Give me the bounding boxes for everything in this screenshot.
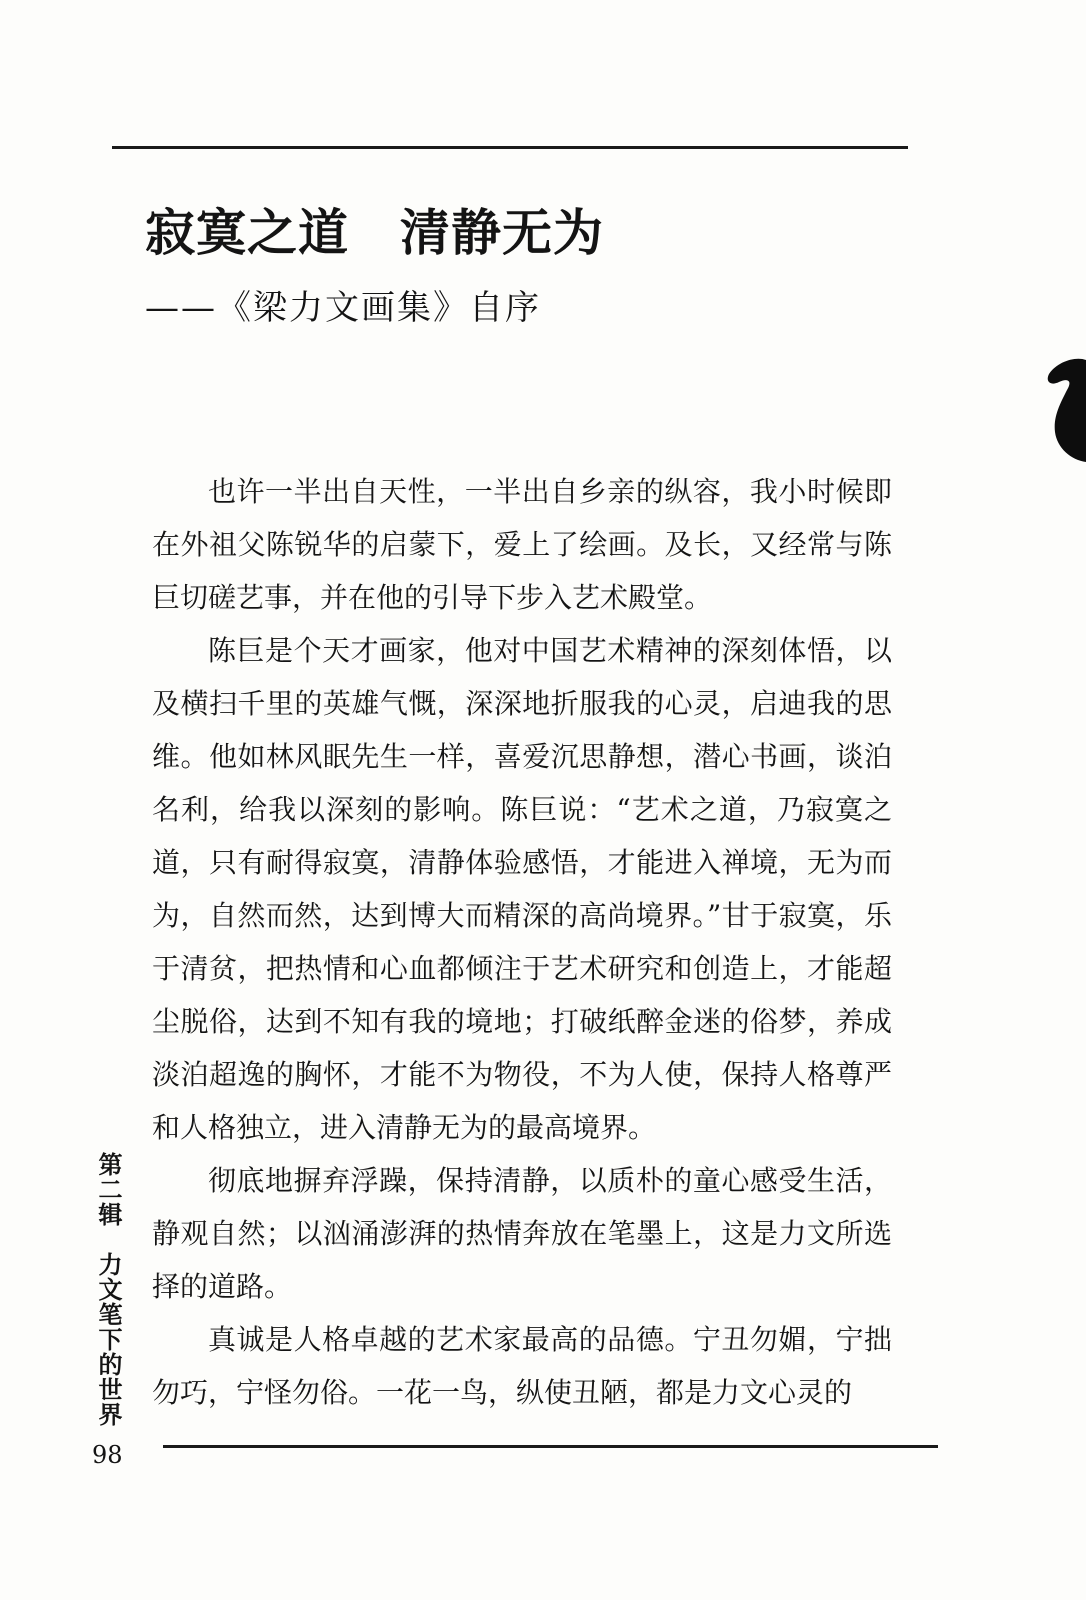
top-rule xyxy=(112,146,908,149)
body-text xyxy=(152,465,892,1419)
paragraph: 陈巨是个天才画家，他对中国艺术精神的深刻体悟，以及横扫千里的英雄气慨，深深地折服我的心灵，启迪我的思维。他如林风眠先生一样，喜爱沉思静想，潜心书画，谈泊名利，给我以深刻的影响。陈巨说：“艺术之道，乃寂寞之道，只有耐得寂寞，清静体验感悟，才能进入禅境，无为而为，自然而然，达到博大而精深的高尚境界。”甘于寂寞，乐于清贫，把热情和心血都倾注于艺术研究和创造上，才能超尘脱俗，达到不知有我的境地；打破纸醉金迷的俗梦，养成淡泊超逸的胸怀，才能不为物役，不为人使，保持人格尊严和人格独立，进入清静无为的最高境界。 xyxy=(152,634,892,1144)
page-number: 98 xyxy=(92,1441,123,1469)
bottom-rule xyxy=(163,1445,938,1448)
paragraph: 彻底地摒弃浮躁，保持清静，以质朴的童心感受生活，静观自然；以汹涌澎湃的热情奔放在笔墨上，这是力文所选择的道路。 xyxy=(152,1164,892,1303)
paragraph: 真诚是人格卓越的艺术家最高的品德。宁丑勿媚，宁拙勿巧，宁怪勿俗。一花一鸟，纵使丑陋，都是力文心灵的 xyxy=(152,1323,892,1409)
section-label: 第二辑 力文笔下的世界 xyxy=(94,1152,122,1427)
ink-blot-icon xyxy=(1045,356,1086,466)
page-title: 寂寞之道 清静无为 xyxy=(145,204,604,262)
paragraph: 也许一半出自天性，一半出自乡亲的纵容，我小时候即在外祖父陈锐华的启蒙下，爱上了绘画。及长，又经常与陈巨切磋艺事，并在他的引导下步入艺术殿堂。 xyxy=(152,475,892,614)
page-subtitle: ——《梁力文画集》自序 xyxy=(145,288,541,328)
